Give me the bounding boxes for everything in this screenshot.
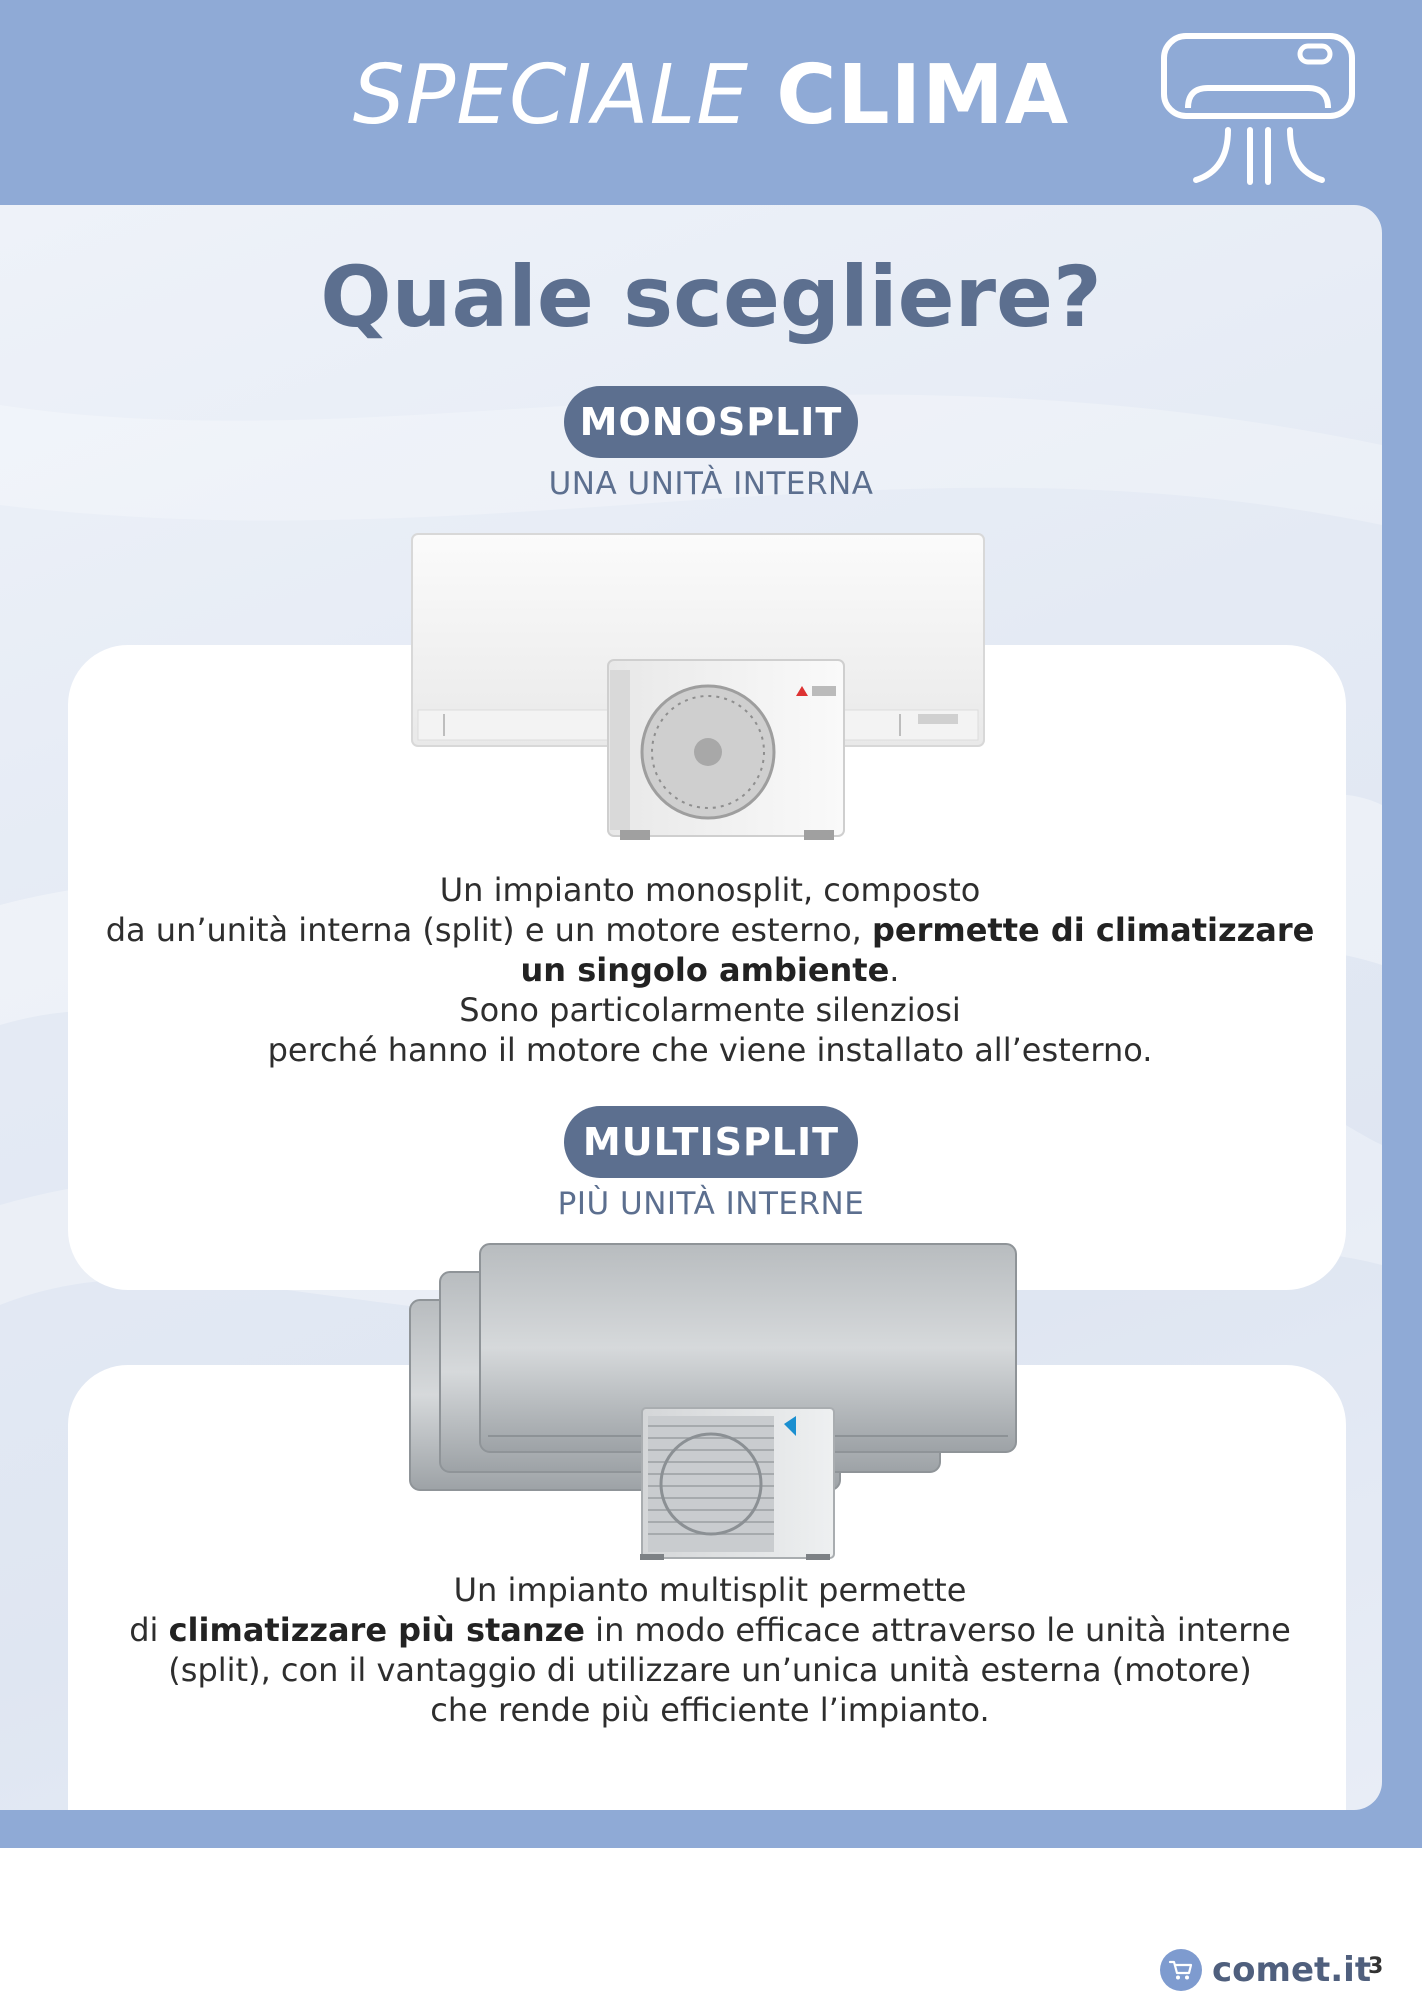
multisplit-desc-line-1: Un impianto multisplit permette [453, 1571, 967, 1609]
monosplit-badge: MONOSPLIT [564, 386, 858, 458]
comet-logo[interactable] [1160, 1948, 1371, 1992]
multisplit-desc-line-2-post: in modo efficace attraverso le unità interne [585, 1611, 1291, 1649]
multisplit-description [90, 1570, 1330, 1730]
header-title-light: SPECIALE [352, 48, 750, 143]
multisplit-desc-line-2 [90, 1610, 1330, 1650]
monosplit-desc-line-2 [90, 910, 1330, 950]
logo-text: comet.it [1212, 1950, 1372, 1990]
monosplit-description [90, 870, 1330, 1070]
monosplit-desc-line-3-bold: un singolo ambiente [520, 951, 890, 989]
monosplit-desc-line-2-bold: permette di climatizzare [871, 911, 1315, 949]
cart-icon [1160, 1949, 1202, 1991]
multisplit-desc-line-2-bold: climatizzare più stanze [168, 1611, 585, 1649]
monosplit-desc-line-5: perché hanno il motore che viene installato all’esterno. [267, 1031, 1153, 1069]
multisplit-desc-line-4: che rende più efficiente l’impianto. [430, 1691, 990, 1729]
monosplit-product-image [408, 530, 988, 845]
header-title-bold: CLIMA [776, 48, 1070, 143]
multisplit-desc-line-3: (split), con il vantaggio di utilizzare un’unica unità esterna (motore) [168, 1651, 1252, 1689]
page-number: 3 [1368, 1954, 1384, 1979]
multisplit-product-image [408, 1240, 1018, 1560]
multisplit-badge: MULTISPLIT [564, 1106, 858, 1178]
monosplit-desc-line-1: Un impianto monosplit, composto [439, 871, 981, 909]
monosplit-desc-line-3-text: . [889, 951, 900, 989]
multisplit-subtitle: PIÙ UNITÀ INTERNE [557, 1186, 865, 1222]
monosplit-desc-line-3 [90, 950, 1330, 990]
page-title: Quale scegliere? [320, 248, 1102, 346]
monosplit-desc-line-4: Sono particolarmente silenziosi [459, 991, 961, 1029]
monosplit-subtitle: UNA UNITÀ INTERNA [548, 466, 874, 502]
monosplit-desc-line-2-text: da un’unità interna (split) e un motore esterno, [105, 911, 872, 949]
multisplit-desc-line-2-pre: di [129, 1611, 169, 1649]
air-conditioner-icon [1158, 30, 1358, 190]
